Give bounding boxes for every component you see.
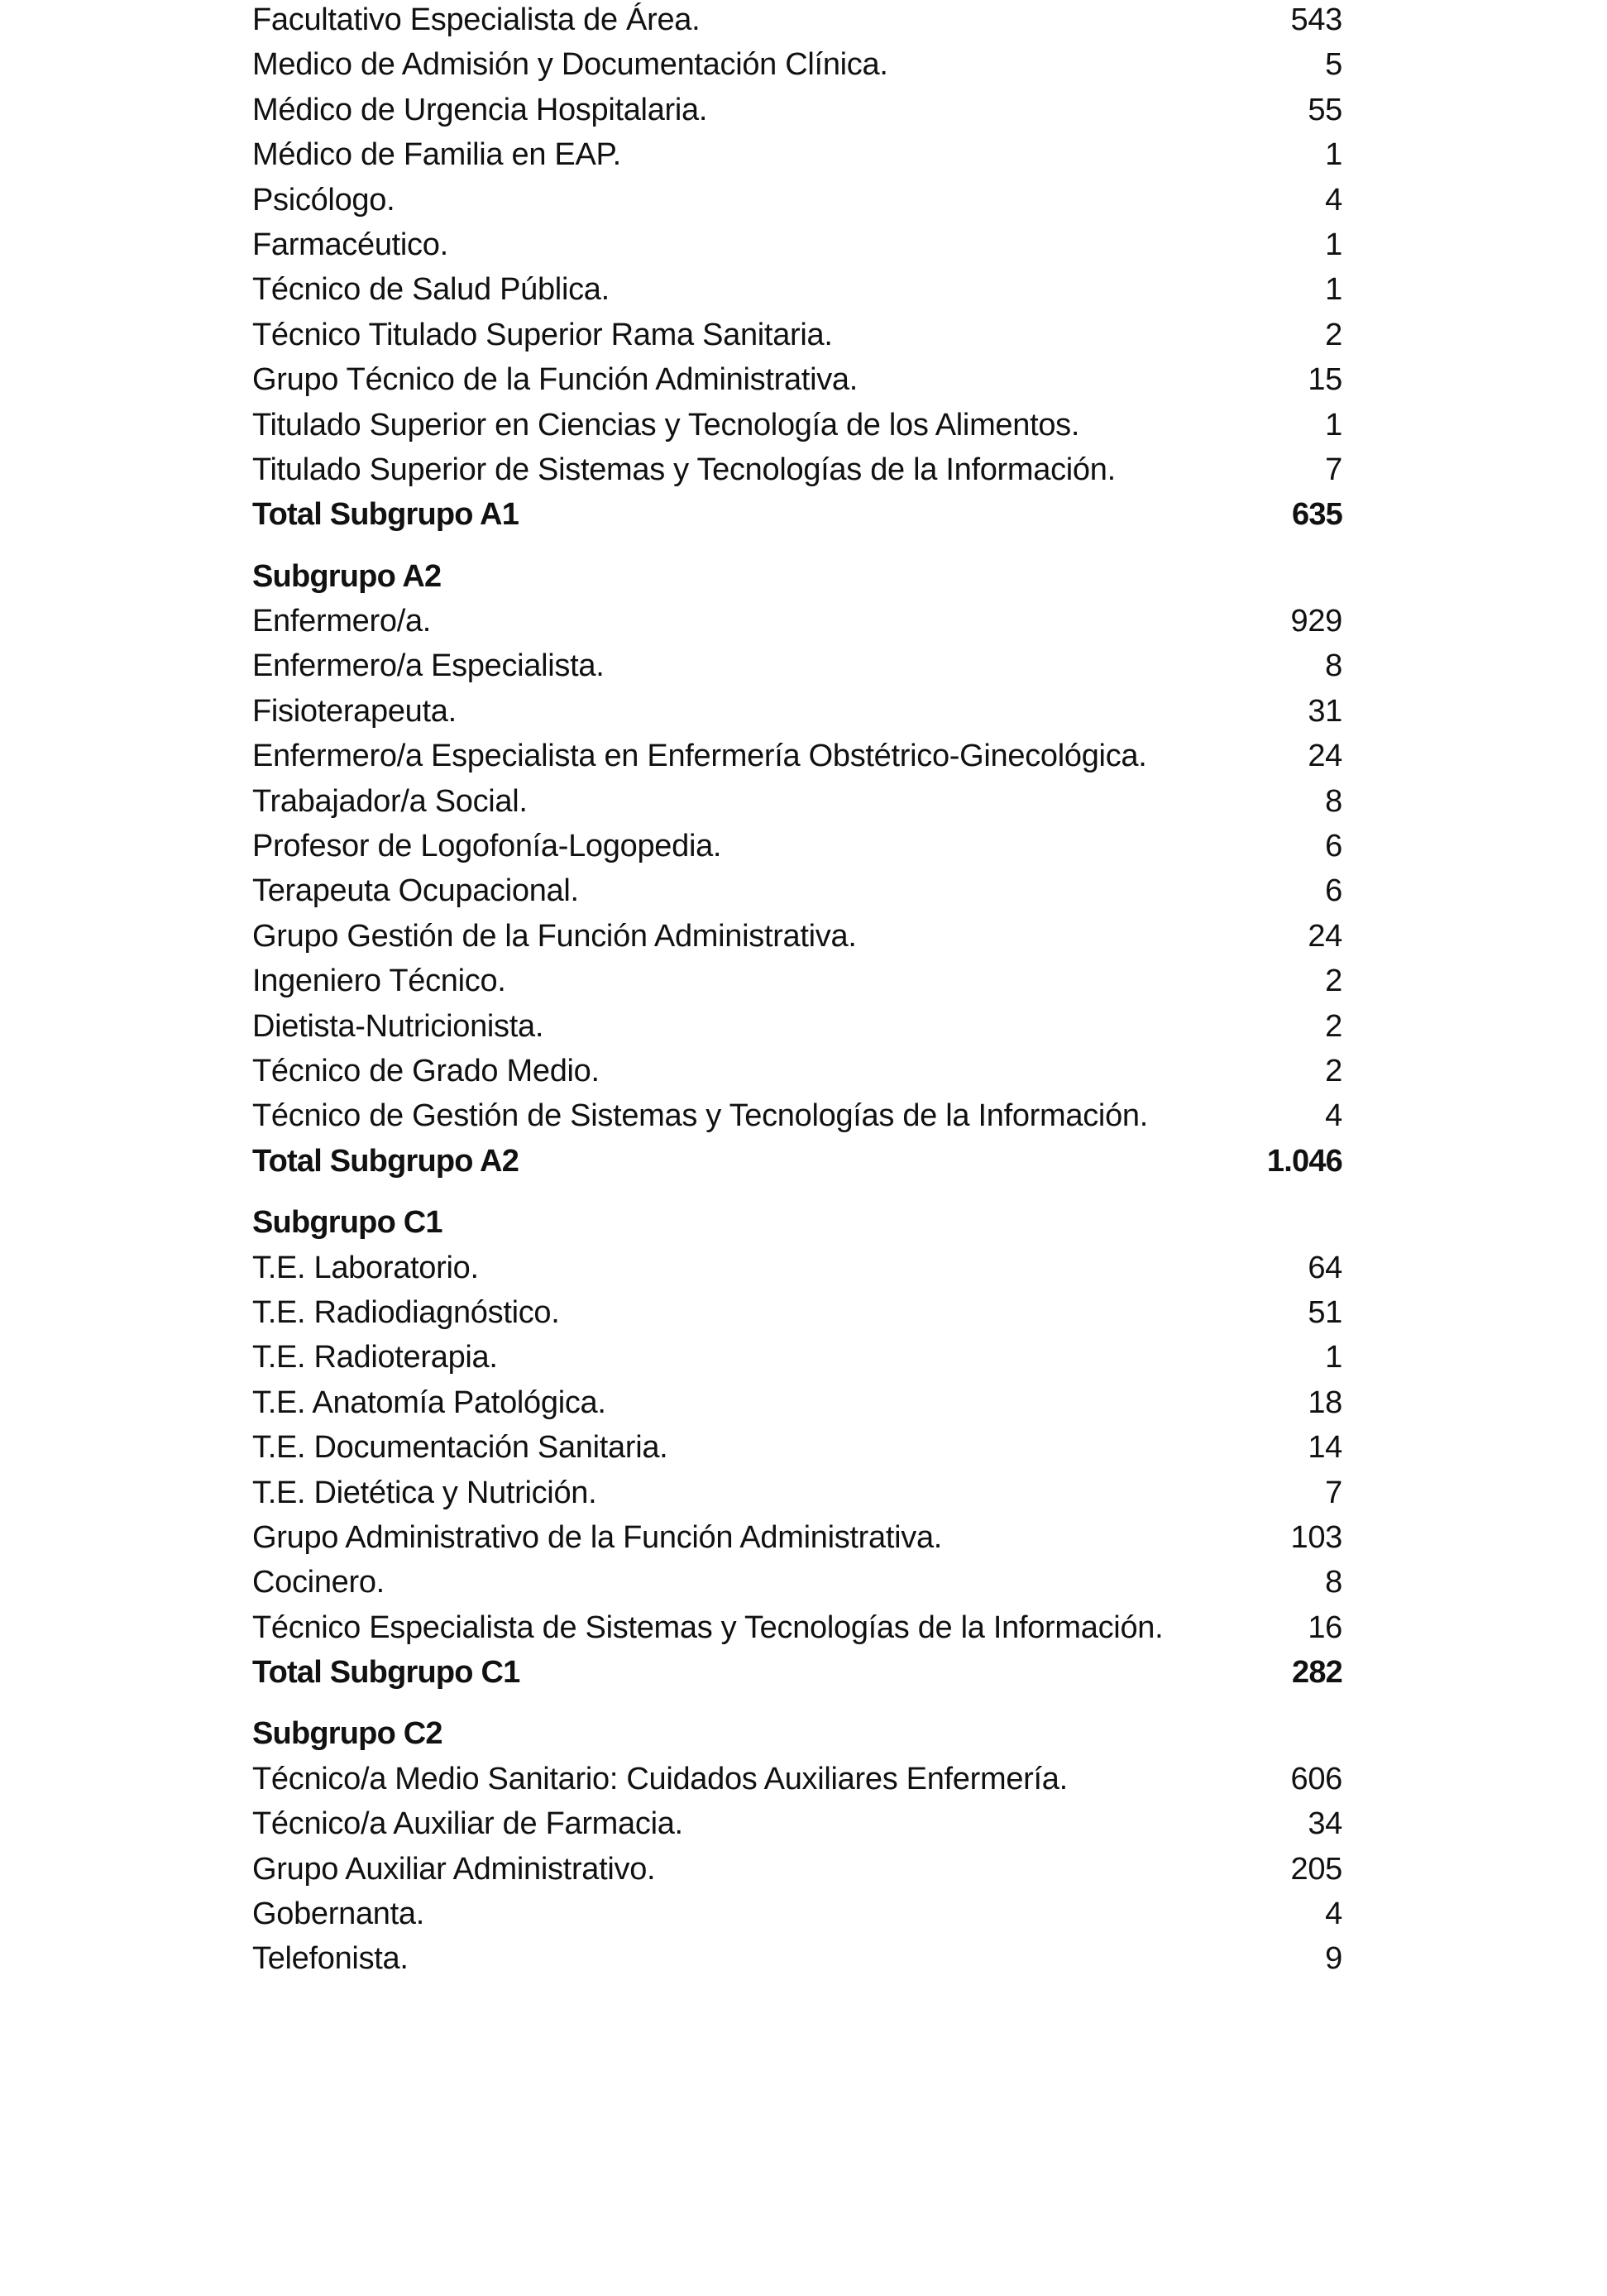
- section: [252, 0, 1342, 538]
- table-row: [252, 1471, 1342, 1515]
- total-row: [252, 492, 1342, 537]
- table-row: [252, 222, 1342, 267]
- table-row: [252, 1425, 1342, 1470]
- row-value: 8: [1325, 1565, 1342, 1600]
- table-row: [252, 447, 1342, 492]
- row-label: Psicólogo.: [252, 182, 395, 218]
- row-label: T.E. Anatomía Patológica.: [252, 1385, 606, 1420]
- section-heading: Subgrupo A2: [252, 558, 442, 594]
- table-row: [252, 643, 1342, 688]
- row-value: 2: [1325, 964, 1342, 999]
- row-label: Fisioterapeuta.: [252, 693, 457, 729]
- table-row: [252, 1560, 1342, 1605]
- row-value: 34: [1308, 1806, 1342, 1842]
- row-value: 1: [1325, 407, 1342, 442]
- row-value: 929: [1290, 604, 1342, 639]
- table-row: [252, 914, 1342, 959]
- row-label: Grupo Gestión de la Función Administrativa.: [252, 918, 857, 954]
- row-value: 2: [1325, 1053, 1342, 1088]
- row-label: Médico de Urgencia Hospitalaria.: [252, 92, 708, 127]
- table-row: [252, 403, 1342, 447]
- section: [252, 1200, 1342, 1695]
- total-row: [252, 1650, 1342, 1695]
- table-row: [252, 1004, 1342, 1049]
- row-label: Técnico/a Auxiliar de Farmacia.: [252, 1806, 683, 1842]
- row-value: 9: [1325, 1941, 1342, 1977]
- table-row: [252, 1847, 1342, 1892]
- row-label: Farmacéutico.: [252, 227, 448, 262]
- row-label: Técnico Titulado Superior Rama Sanitaria.: [252, 317, 833, 352]
- row-value: 24: [1308, 739, 1342, 774]
- total-label: Total Subgrupo C1: [252, 1655, 520, 1691]
- row-label: Grupo Administrativo de la Función Administrativa.: [252, 1519, 943, 1555]
- row-label: T.E. Laboratorio.: [252, 1250, 479, 1285]
- row-label: Cocinero.: [252, 1565, 385, 1600]
- row-value: 31: [1308, 693, 1342, 729]
- table-row: [252, 868, 1342, 913]
- row-label: Enfermero/a Especialista.: [252, 648, 605, 684]
- row-label: Técnico/a Medio Sanitario: Cuidados Auxiliares Enfermería.: [252, 1761, 1068, 1796]
- row-value: 4: [1325, 1098, 1342, 1134]
- section-heading: Subgrupo C2: [252, 1716, 442, 1752]
- table-row: [252, 0, 1342, 42]
- table-row: [252, 88, 1342, 132]
- row-value: 5: [1325, 47, 1342, 83]
- row-label: Médico de Familia en EAP.: [252, 137, 621, 173]
- table-row: [252, 267, 1342, 312]
- row-value: 2: [1325, 317, 1342, 352]
- row-value: 7: [1325, 452, 1342, 487]
- table-row: [252, 824, 1342, 868]
- row-value: 55: [1308, 92, 1342, 127]
- row-value: 4: [1325, 1897, 1342, 1932]
- table-row: [252, 1801, 1342, 1846]
- table-row: [252, 1049, 1342, 1093]
- total-value: 282: [1291, 1655, 1342, 1691]
- table-row: [252, 1757, 1342, 1801]
- row-value: 1: [1325, 272, 1342, 308]
- row-value: 2: [1325, 1008, 1342, 1044]
- total-label: Total Subgrupo A1: [252, 497, 519, 533]
- staff-table: [252, 0, 1342, 1982]
- row-value: 24: [1308, 918, 1342, 954]
- total-value: 1.046: [1266, 1143, 1342, 1179]
- total-label: Total Subgrupo A2: [252, 1143, 519, 1179]
- row-label: Trabajador/a Social.: [252, 783, 528, 819]
- row-label: Técnico de Salud Pública.: [252, 272, 610, 308]
- row-label: Facultativo Especialista de Área.: [252, 2, 701, 37]
- row-value: 1: [1325, 137, 1342, 173]
- row-label: T.E. Radioterapia.: [252, 1340, 498, 1375]
- row-value: 7: [1325, 1475, 1342, 1510]
- row-value: 1: [1325, 227, 1342, 262]
- row-label: Titulado Superior en Ciencias y Tecnología de los Alimentos.: [252, 407, 1080, 442]
- row-value: 15: [1308, 362, 1342, 398]
- row-label: Técnico de Grado Medio.: [252, 1053, 600, 1088]
- total-value: 635: [1291, 497, 1342, 533]
- row-label: Titulado Superior de Sistemas y Tecnologías de la Información.: [252, 452, 1116, 487]
- table-row: [252, 132, 1342, 177]
- row-value: 51: [1308, 1294, 1342, 1330]
- row-value: 8: [1325, 783, 1342, 819]
- row-label: Telefonista.: [252, 1941, 409, 1977]
- row-label: Medico de Admisión y Documentación Clínica.: [252, 47, 888, 83]
- section-heading: Subgrupo C1: [252, 1205, 442, 1241]
- table-row: [252, 42, 1342, 87]
- section: [252, 1711, 1342, 1981]
- table-row: [252, 689, 1342, 734]
- table-row: [252, 1290, 1342, 1335]
- table-row: [252, 1380, 1342, 1425]
- row-value: 205: [1290, 1851, 1342, 1887]
- row-value: 103: [1290, 1519, 1342, 1555]
- row-label: Profesor de Logofonía-Logopedia.: [252, 829, 722, 864]
- table-row: [252, 1246, 1342, 1290]
- table-row: [252, 779, 1342, 824]
- row-label: Enfermero/a.: [252, 604, 432, 639]
- row-value: 4: [1325, 182, 1342, 218]
- table-row: [252, 734, 1342, 778]
- table-row: [252, 357, 1342, 402]
- row-value: 6: [1325, 829, 1342, 864]
- table-row: [252, 1335, 1342, 1380]
- row-label: Grupo Técnico de la Función Administrativa.: [252, 362, 858, 398]
- table-row: [252, 959, 1342, 1003]
- row-value: 543: [1290, 2, 1342, 37]
- row-label: T.E. Radiodiagnóstico.: [252, 1294, 560, 1330]
- row-value: 1: [1325, 1340, 1342, 1375]
- row-value: 16: [1308, 1610, 1342, 1645]
- row-label: Dietista-Nutricionista.: [252, 1008, 544, 1044]
- table-row: [252, 313, 1342, 357]
- row-value: 6: [1325, 873, 1342, 909]
- row-value: 64: [1308, 1250, 1342, 1285]
- row-label: Técnico Especialista de Sistemas y Tecnologías de la Información.: [252, 1610, 1164, 1645]
- row-label: Enfermero/a Especialista en Enfermería Obstétrico-Ginecológica.: [252, 739, 1147, 774]
- row-label: Técnico de Gestión de Sistemas y Tecnologías de la Información.: [252, 1098, 1148, 1134]
- section: [252, 554, 1342, 1184]
- row-label: T.E. Documentación Sanitaria.: [252, 1430, 668, 1466]
- table-row: [252, 1605, 1342, 1650]
- table-row: [252, 1892, 1342, 1936]
- row-value: 18: [1308, 1385, 1342, 1420]
- row-label: Gobernanta.: [252, 1897, 424, 1932]
- table-row: [252, 178, 1342, 222]
- table-row: [252, 1093, 1342, 1138]
- table-row: [252, 1515, 1342, 1560]
- row-value: 606: [1290, 1761, 1342, 1796]
- row-label: Ingeniero Técnico.: [252, 964, 506, 999]
- row-label: T.E. Dietética y Nutrición.: [252, 1475, 597, 1510]
- row-value: 14: [1308, 1430, 1342, 1466]
- table-row: [252, 599, 1342, 643]
- row-value: 8: [1325, 648, 1342, 684]
- row-label: Grupo Auxiliar Administrativo.: [252, 1851, 656, 1887]
- table-row: [252, 1936, 1342, 1981]
- total-row: [252, 1139, 1342, 1184]
- row-label: Terapeuta Ocupacional.: [252, 873, 579, 909]
